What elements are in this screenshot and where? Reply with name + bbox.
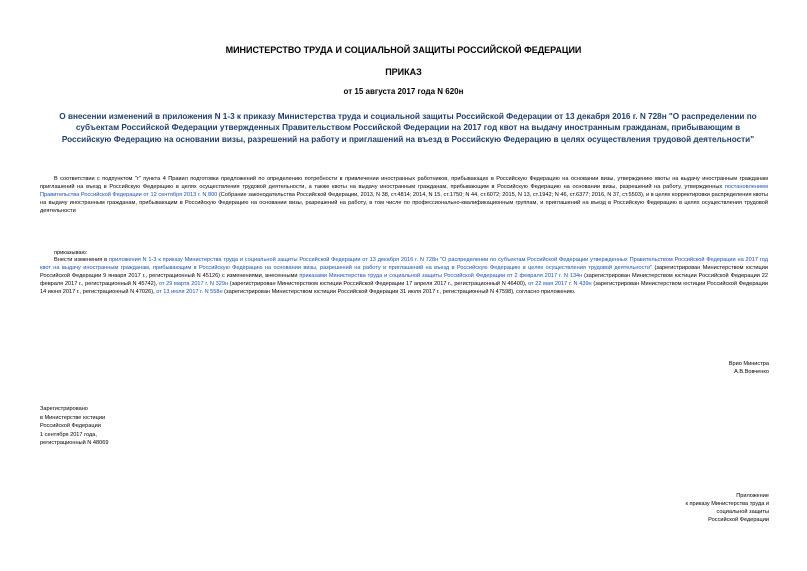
document-date: от 15 августа 2017 года N 620н [343, 87, 464, 96]
body-paragraph [40, 257, 768, 297]
registration-line: Российской Федерации [40, 423, 101, 430]
order-329n-link[interactable]: от 29 марта 2017 г. N 329н [158, 280, 229, 287]
preamble-text-1: В соответствии с подпунктом "г" пункта 4 Правил подготовки предложений по определению потребности в привлечении иностранных работников, прибывающих в Российскую Федерацию на основании визы, утверждению квоты на выдачу иностранным гражданам приглашений на въезд в Российскую Федерацию в целях осуществления трудовой деятельности, а также квоты на выдачу иностранным гражданам, прибывающим в Российскую Федерацию на основании визы, разрешений на работу, утвержденных [40, 176, 768, 190]
body-text-4: (зарегистрирован Министерством юстиции Российской Федерации 17 апреля 2017 г., регистрационный N 46400), [228, 280, 529, 287]
order-439n-link[interactable]: от 22 мая 2017 г. N 439н [528, 280, 592, 287]
appendix-block [686, 493, 769, 525]
appendix-line: социальной защиты [716, 508, 769, 515]
body-text-5: (зарегистрирован Министерством юстиции Российской Федерации 14 июня 2017 г., регистрационный N 47026), [40, 280, 768, 295]
signature-position: Врио Министра [728, 361, 769, 367]
document-type: ПРИКАЗ [385, 67, 422, 77]
signature-block [729, 361, 769, 377]
order-728n-link[interactable]: приложения N 1-3 к приказу Министерства труда и социальной защиты Российской Федерации от 13 декабря 2016 г. N 728н "О распределении по субъектам Российской Федерации утвержденных Правительством Российской Федерации на 2017 год квот на выдачу иностранным гражданам, прибывающим в Российскую Федерацию на основании визы, разрешений на работу и приглашений на въезд в Российскую Федерацию в целях осуществления трудовой деятельности" [40, 257, 768, 271]
registration-line: в Министерстве юстиции [40, 414, 106, 421]
body-text-2: (зарегистрирован Министерством юстиции Российской Федерации 9 января 2017 г., регистрационный N 45126) с изменениями, внесенными [40, 264, 768, 279]
signature-name: А.В.Вовченко [734, 368, 769, 375]
decree-800-link[interactable]: постановлением Правительства Российской Федерации от 12 сентября 2013 г. N 800 [40, 183, 768, 198]
registration-line: Зарегистрировано [40, 406, 88, 412]
body-text-6: (зарегистрирован Министерством юстиции Российской Федерации 31 июля 2017 г., регистрационный N 47598), согласно приложению. [222, 288, 576, 295]
appendix-line: Приложение [736, 493, 769, 499]
appendix-line: Российской Федерации [708, 516, 769, 523]
body-text-3: (зарегистрирован Министерством юстиции Российской Федерации 22 февраля 2017 г., регистрационный N 45742), [40, 272, 768, 287]
registration-block [40, 405, 108, 448]
registration-line: 1 сентября 2017 года, [40, 431, 97, 438]
preamble-paragraph [40, 176, 768, 216]
orders-label: приказываю: [54, 250, 88, 256]
order-134n-link[interactable]: приказами Министерства труда и социальной защиты Российской Федерации от 2 февраля 2017 г. N 134н [299, 272, 583, 279]
order-558n-link[interactable]: от 13 июля 2017 г. N 558н [156, 288, 223, 295]
registration-line: регистрационный N 48069 [40, 440, 109, 447]
appendix-line: к приказу Министерства труда и [685, 500, 769, 507]
body-text-1: Внести изменения в [54, 257, 109, 263]
ministry-name: МИНИСТЕРСТВО ТРУДА И СОЦИАЛЬНОЙ ЗАЩИТЫ РОССИЙСКОЙ ФЕДЕРАЦИИ [225, 45, 582, 55]
preamble-text-2: (Собрание законодательства Российской Федерации, 2013, N 38, ст.4814; 2014, N 15, ст.1750; N 44, ст.6072; 2015, N 13, ст.1942; N 46, ст.6377; 2016, N 37, ст.5503), и в целях корректировки распределения квоты на выдачу иностранным гражданам, прибывающим в Российскую Федерацию на основании визы, разрешений на работу, в том числе по профессионально-квалификационным группам, и приглашений на въезд в Российскую Федерацию в целях осуществления трудовой деятельности [40, 191, 768, 214]
document-title: О внесении изменений в приложения N 1-3 к приказу Министерства труда и социальной защиты Российской Федерации от 13 декабря 2016 г. N 728н "О распределении по субъектам Российской Федерации утвержденных Правительством Российской Федерации на 2017 год квот на выдачу иностранным гражданам, прибывающим в Российскую Федерацию на основании визы, разрешений на работу и приглашений на въезд в Российскую Федерацию в целях осуществления трудовой деятельности" [59, 112, 757, 144]
